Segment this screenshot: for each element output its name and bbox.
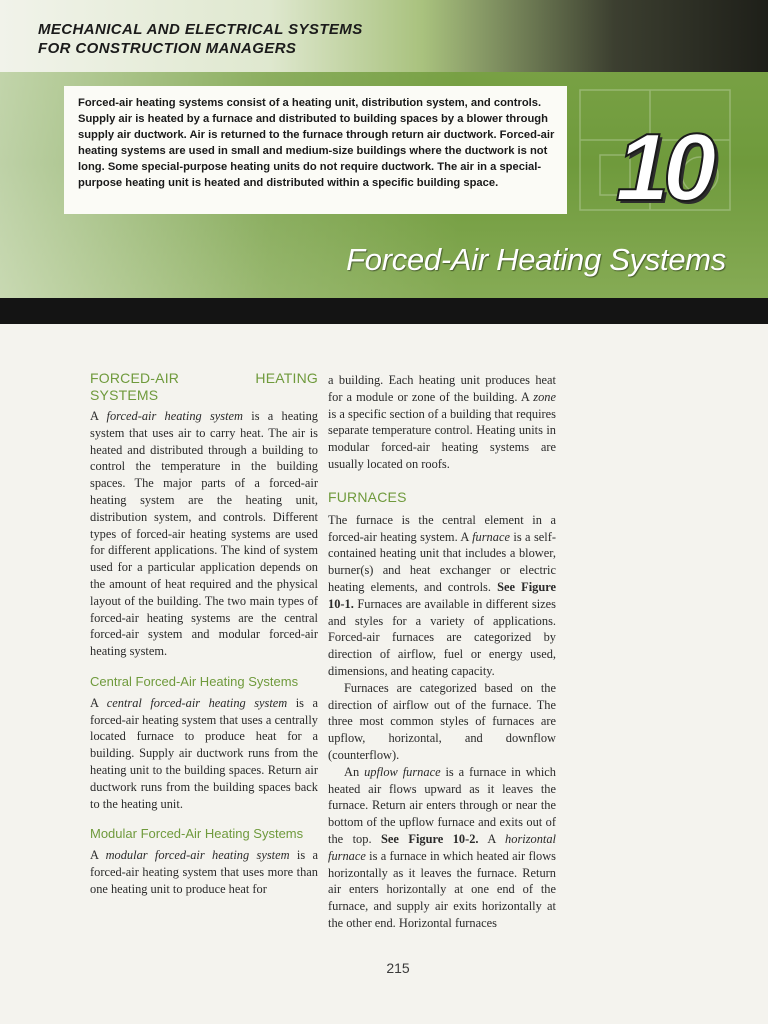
chapter-intro: Forced-air heating systems consist of a heating unit, distribution system, and controls. Supply air is heated by a furnace and distributed to building spaces by a blower through supply air ductwork. Air is returned to the furnace through return air ductwork. Forced-air heating systems are used in small and medium-size buildings where the ductwork is not long. Some special-purpose heating units do not require ductwork. The air in a special-purpose heating unit is heated and distributed within a specific building space.	[64, 86, 567, 214]
text-run: is a heating system that uses air to carry heat. The air is heated and distributed through a building to control the temperature in the building spaces. The major parts of a forced-air heating system are the heating unit, distribution system, and controls. Different types of forced-air heating systems are used for different applications. The kind of system used for a particular application depends on the amount of heat required and the physical layout of the building. The two main types of forced-air heating systems are the central forced-air system and modular forced-air heating system.	[90, 409, 318, 659]
banner-dark-bar	[0, 298, 768, 324]
text-run: A	[90, 409, 107, 423]
text-run: Furnaces are available in different sizes and styles for a variety of applications. Forced-air furnaces are categorized by direction of airflow, fuel or energy used, dimensions, and heating capacity.	[328, 596, 556, 678]
heading-furnaces: FURNACES	[328, 488, 407, 505]
paragraph-modular-continued	[328, 372, 556, 473]
paragraph-modular-forced-air	[90, 847, 318, 897]
text-run: A	[90, 695, 107, 710]
chapter-number: 10	[615, 114, 711, 221]
series-title	[38, 20, 363, 58]
paragraph-furnace-airflow: Furnaces are categorized based on the direction of airflow out of the furnace. The three most common styles of furnaces are upflow, horizontal, and downflow (counterflow).	[328, 680, 556, 762]
text-run: is a specific section of a building that requires separate temperature control. Heating units in modular forced-air heating systems are usually located on roofs.	[328, 406, 556, 471]
text-run: is a furnace in which heated air flows upward as it leaves the furnace. Return air enters through or near the bottom of the upflow furnace and exits out of the top.	[328, 764, 556, 846]
page-number: 215	[386, 960, 410, 976]
paragraph-furnace-definition	[328, 512, 556, 680]
defined-term: forced-air heating system	[106, 409, 243, 423]
text-run: is a forced-air heating system that uses a centrally located furnace to produce heat for a building. Supply air ductwork runs from the heating unit to the building spaces. Return air ductwork runs from the building spaces back to the heating unit.	[90, 695, 318, 811]
series-title-line-1: MECHANICAL AND ELECTRICAL SYSTEMS	[38, 21, 363, 38]
paragraph-forced-air-definition	[90, 408, 318, 660]
text-run: is a forced-air heating system that uses more than one heating unit to produce heat for	[90, 848, 318, 896]
defined-term: zone	[533, 389, 556, 404]
defined-term: upflow furnace	[364, 764, 441, 779]
defined-term: horizontal furnace	[328, 831, 556, 863]
text-run: a building. Each heating unit produces heat for a module or zone of the building. A	[328, 373, 556, 404]
paragraph-upflow-horizontal	[328, 764, 556, 932]
text-run: is a self-contained heating unit that includes a blower, burner(s) and heat exchanger or electric heating elements, and controls.	[328, 529, 556, 594]
text-run: An	[344, 764, 365, 779]
defined-term: furnace	[472, 529, 510, 544]
defined-term: modular forced-air heating system	[105, 848, 290, 863]
right-column	[328, 372, 556, 932]
text-run: A	[90, 848, 106, 863]
paragraph-central-forced-air	[90, 695, 318, 813]
figure-reference: See Figure 10-2.	[381, 831, 479, 846]
figure-reference: See Figure 10-1.	[328, 579, 556, 611]
chapter-title: Forced-Air Heating Systems	[346, 242, 726, 277]
text-run: A	[478, 831, 506, 846]
defined-term: central forced-air heating system	[106, 695, 288, 710]
series-title-line-2: FOR CONSTRUCTION MANAGERS	[38, 40, 297, 57]
left-column	[90, 370, 318, 898]
text-run: The furnace is the central element in a forced-air heating system. A	[328, 512, 556, 544]
chapter-banner	[0, 0, 768, 298]
heading-modular-forced-air: Modular Forced-Air Heating Systems	[90, 826, 304, 842]
heading-forced-air-heating-systems: FORCED-AIR HEATING SYSTEMS	[90, 370, 318, 403]
text-run: is a furnace in which heated air flows horizontally as it leaves the furnace. Return air enters horizontally at one end of the furnace, and supply air exits horizontally at the other end. Horizontal furnaces	[328, 848, 556, 930]
heading-central-forced-air: Central Forced-Air Heating Systems	[90, 673, 299, 689]
